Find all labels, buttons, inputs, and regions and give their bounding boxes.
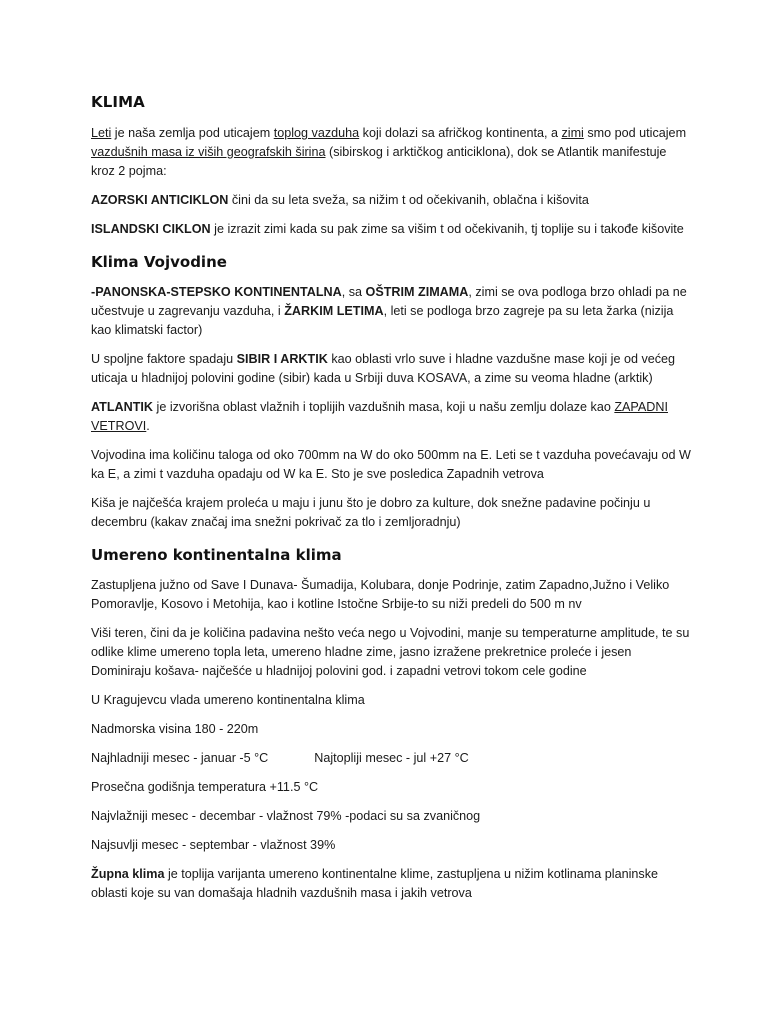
text-segment: , sa <box>341 285 366 299</box>
paragraph-atlantik <box>91 398 691 436</box>
paragraph-zupna-klima <box>91 865 691 903</box>
bold-azorski: AZORSKI ANTICIKLON <box>91 193 229 207</box>
paragraph-najvlazniji: Najvlažniji mesec - decembar - vlažnost 79% -podaci su sa zvaničnog <box>91 809 481 823</box>
underlined-toplog-vazduha: toplog vazduha <box>273 126 360 140</box>
text-segment: je toplija varijanta umereno kontinentalne klime, zastupljena u nižim kotlinama planinske oblasti koje su van domašaja hladnih vazdušnih masa i jakih vetrova <box>91 867 659 900</box>
text-segment: . <box>146 419 150 433</box>
paragraph-zastupljena: Zastupljena južno od Save I Dunava- Šumadija, Kolubara, donje Podrinje, zatim Zapadno,Južno i Veliko Pomoravlje, Kosovo i Metohija, kao i kotline Istočne Srbije-to su niži predeli do 500 m nv <box>91 578 670 611</box>
text-segment: U spoljne faktore spadaju <box>91 352 237 366</box>
paragraph-prosecna-temperatura: Prosečna godišnja temperatura +11.5 °C <box>91 780 319 794</box>
paragraph-sibir-arktik <box>91 350 691 388</box>
bold-ostrim-zimama: OŠTRIM ZIMAMA <box>365 285 469 299</box>
text-segment: koji dolazi sa afričkog kontinenta, a <box>359 126 562 140</box>
bold-zarkim-letima: ŽARKIM LETIMA <box>284 304 384 318</box>
text-najhladniji: Najhladniji mesec - januar -5 °C <box>91 751 269 765</box>
bold-sibir-arktik: SIBIR I ARKTIK <box>236 352 328 366</box>
paragraph-kragujevac: U Kragujevcu vlada umereno kontinentalna klima <box>91 693 365 707</box>
text-segment: je izrazit zimi kada su pak zime sa višim t od očekivanih, tj toplije su i takođe kišovite <box>210 222 684 236</box>
underlined-vazdusnih-masa: vazdušnih masa iz viših geografskih širina <box>91 145 326 159</box>
text-segment: kao oblasti vrlo suve i hladne vazdušne mase koji je od većeg uticaja u hladnijoj polovini godine (sibir) kada u Srbiji duva KOSAVA, a zime su veoma hladne (arktik) <box>91 352 676 385</box>
text-segment: , zimi se ova podloga brzo ohladi pa ne učestvuje u zagrevanju vazduha, i <box>91 285 687 318</box>
paragraph-najsuvlji: Najsuvlji mesec - septembar - vlažnost 39% <box>91 838 336 852</box>
heading-klima-vojvodine: Klima Vojvodine <box>91 253 227 271</box>
underlined-zapadni-vetrovi: ZAPADNI VETROVI <box>91 400 668 433</box>
underlined-zimi: zimi <box>561 126 584 140</box>
bold-islandski: ISLANDSKI CIKLON <box>91 222 211 236</box>
text-segment: čini da su leta sveža, sa nižim t od očekivanih, oblačna i kišovita <box>228 193 589 207</box>
text-najtopliji: Najtopliji mesec - jul +27 °C <box>314 751 469 765</box>
paragraph-islandski <box>91 220 691 239</box>
document-page <box>91 93 691 913</box>
paragraph-nadmorska-visina: Nadmorska visina 180 - 220m <box>91 722 259 736</box>
text-segment: (sibirskog i arktičkog anticiklona), dok se Atlantik manifestuje kroz 2 pojma: <box>91 145 667 178</box>
paragraph-azorski <box>91 191 691 210</box>
underlined-leti: Leti <box>91 126 112 140</box>
heading-klima: KLIMA <box>91 93 145 111</box>
heading-umereno-kontinentalna: Umereno kontinentalna klima <box>91 546 342 564</box>
paragraph-najhladniji-najtopliji <box>91 749 691 768</box>
text-segment: je izvorišna oblast vlažnih i toplijih vazdušnih masa, koji u našu zemlju dolaze kao <box>153 400 615 414</box>
bold-panonska: -PANONSKA-STEPSKO KONTINENTALNA <box>91 285 342 299</box>
text-segment: je naša zemlja pod uticajem <box>111 126 274 140</box>
paragraph-visi-teren: Viši teren, čini da je količina padavina nešto veća nego u Vojvodini, manje su temperaturne amplitude, te su odlike klime umereno topla leta, umereno hladne zime, jasno izražene prekretnice proleće i jesen Dominiraju košava- najčešće u hladnijoj polovini god. i zapadni vetrovi tokom cele godine <box>91 626 690 678</box>
text-segment: smo pod uticajem <box>583 126 687 140</box>
bold-atlantik: ATLANTIK <box>91 400 154 414</box>
paragraph-panonska <box>91 283 691 340</box>
bold-zupna-klima: Župna klima <box>91 867 165 881</box>
paragraph-kisa: Kiša je najčešća krajem proleća u maju i junu što je dobro za kulture, dok snežne padavine počinju u decembru (kakav značaj ima snežni pokrivač za tlo i zemljoradnju) <box>91 496 651 529</box>
text-segment: , leti se podloga brzo zagreje pa su leta žarka (nizija kao klimatski factor) <box>91 304 674 337</box>
paragraph-talog: Vojvodina ima količinu taloga od oko 700mm na W do oko 500mm na E. Leti se t vazduha povećavaju od W ka E, a zimi t vazduha opadaju od W ka E. Sto je sve posledica Zapadnih vetrova <box>91 448 691 481</box>
paragraph-intro <box>91 124 691 181</box>
